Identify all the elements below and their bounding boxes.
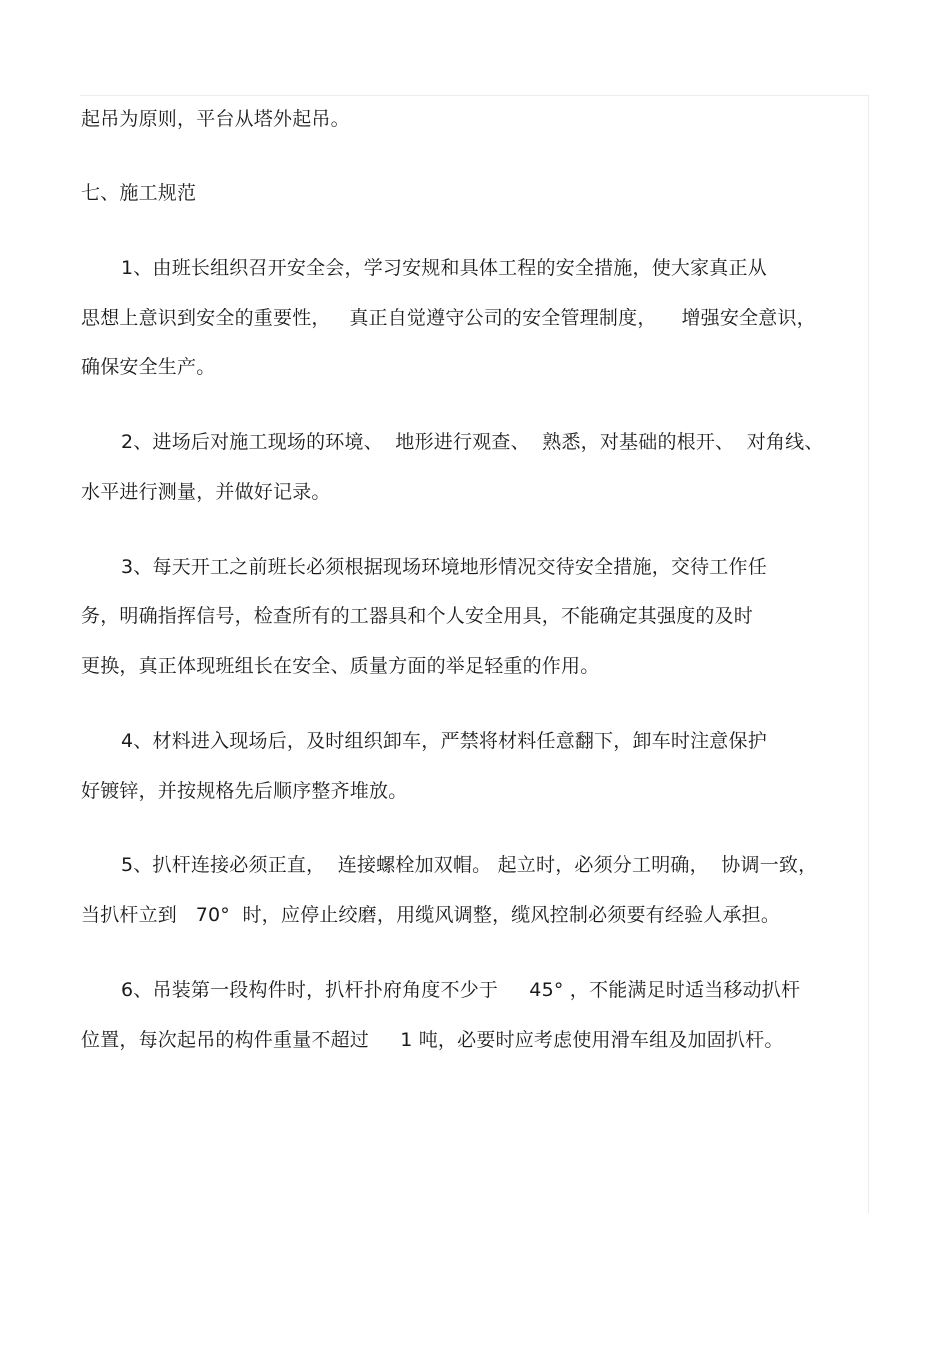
item-5-line-1: 5、扒杆连接必须正直， 连接螺栓加双帽。 起立时，必须分工明确， 协调一致， xyxy=(121,854,818,876)
item-3-line-3: 更换，真正体现班组长在安全、质量方面的举足轻重的作用。 xyxy=(81,655,600,677)
item-3-line-2: 务，明确指挥信号，检查所有的工器具和个人安全用具，不能确定其强度的及时 xyxy=(81,605,754,627)
item-6-line-2: 位置，每次起吊的构件重量不超过 1 吨，必要时应考虑使用滑车组及加固扒杆。 xyxy=(81,1029,784,1051)
item-3-line-1: 3、每天开工之前班长必须根据现场环境地形情况交待安全措施，交待工作任 xyxy=(121,556,767,578)
item-4-line-1: 4、材料进入现场后，及时组织卸车，严禁将材料任意翻下，卸车时注意保护 xyxy=(121,730,767,752)
continuation-text: 起吊为原则，平台从塔外起吊。 xyxy=(81,108,350,130)
item-2-line-2: 水平进行测量，并做好记录。 xyxy=(81,481,331,503)
item-1-line-3: 确保安全生产。 xyxy=(81,356,216,378)
item-5-line-2: 当扒杆立到 70° 时，应停止绞磨，用缆风调整，缆风控制必须要有经验人承担。 xyxy=(81,904,781,926)
item-2-line-1: 2、进场后对施工现场的环境、 地形进行观查、 熟悉，对基础的根开、 对角线、 xyxy=(121,431,824,453)
item-4-line-2: 好镀锌，并按规格先后顺序整齐堆放。 xyxy=(81,780,408,802)
section-heading: 七、施工规范 xyxy=(81,182,197,204)
item-6-line-1: 6、吊装第一段构件时，扒杆扑府角度不少于 45° ，不能满足时适当移动扒杆 xyxy=(121,979,801,1001)
item-1-line-1: 1、由班长组织召开安全会，学习安规和具体工程的安全措施，使大家真正从 xyxy=(121,257,767,279)
item-1-line-2: 思想上意识到安全的重要性， 真正自觉遵守公司的安全管理制度， 增强安全意识， xyxy=(81,307,816,329)
